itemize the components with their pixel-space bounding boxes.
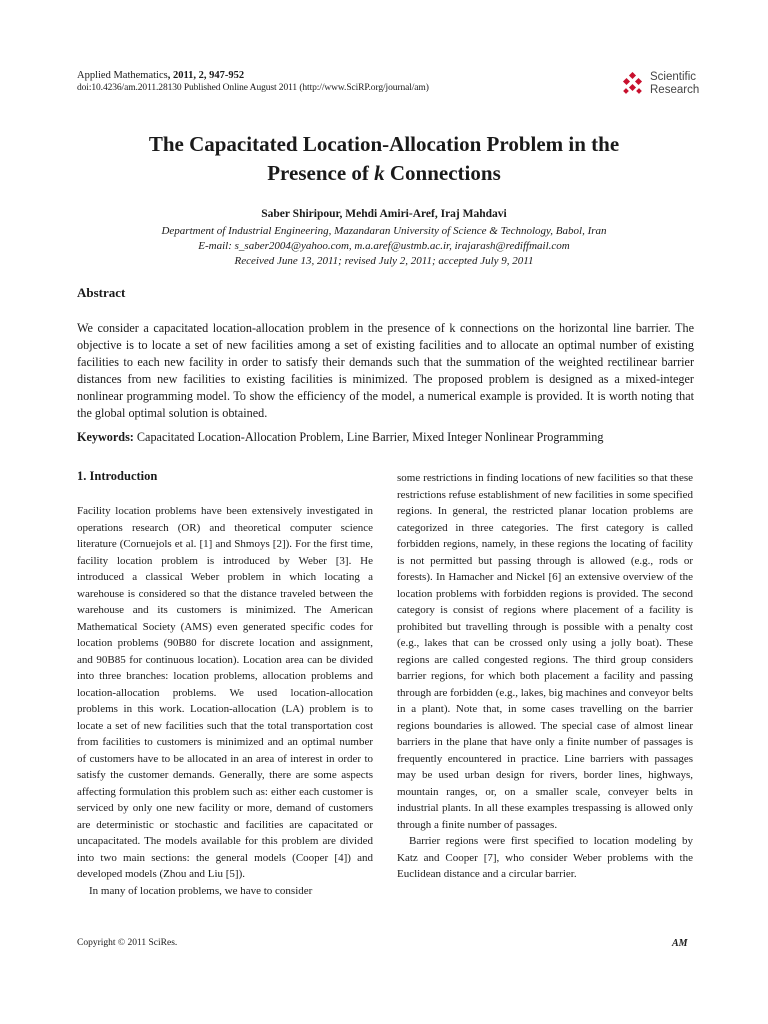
keywords-label: Keywords: <box>77 430 134 444</box>
affiliation-email: E-mail: s_saber2004@yahoo.com, m.a.aref@ustmb.ac.ir, irajarash@rediffmail.com <box>198 240 570 252</box>
scirp-logo-icon <box>620 72 646 98</box>
affiliation-block <box>60 224 708 269</box>
left-column <box>77 503 373 899</box>
intro-paragraph-4: Barrier regions were first specified to location modeling by Katz and Cooper [7], who consider Weber problems with the Euclidean distance and a circular barrier. <box>397 835 693 880</box>
copyright-notice: Copyright © 2011 SciRes. <box>77 938 178 948</box>
journal-citation <box>77 70 244 81</box>
paper-title <box>60 130 708 188</box>
section-heading-introduction: 1. Introduction <box>77 469 158 483</box>
received-dates: Received June 13, 2011; revised July 2, 2011; accepted July 9, 2011 <box>234 255 534 267</box>
publisher-name-line2: Research <box>650 84 700 96</box>
journal-name: Applied Mathematics <box>77 70 168 81</box>
journal-abbreviation: AM <box>672 938 688 949</box>
keywords-text: Capacitated Location-Allocation Problem, Line Barrier, Mixed Integer Nonlinear Programming <box>133 430 604 444</box>
intro-paragraph-1: Facility location problems have been extensively investigated in operations research (OR) and theoretical computer science literature (Cornuejols et al. [1] and Shmoys [2]). For the first time, facility location problem is introduced by Weber [3]. He introduced a classical Weber problem in which locating a warehouse is considered so that the distance traveled between the warehouse and its customers is minimized. The American Mathematical Society (AMS) even generated specific codes for location problems (90B80 for discrete location and assignment, and 90B85 for continuous location). Location area can be divided into three branches: location problems, allocation problems and location-allocation problems. We used location-allocation problems in this work. Location-allocation (LA) problem is to locate a set of new facilities such that the total transportation cost from facilities to customers is minimized and an optimal number of customers have to be allocated in an area of interest in order to satisfy the customer demands. Generally, there are some aspects affecting formulation this problem such as: either each customer is serviced by only one new facility or more, demand of customers are deterministic or stochastic and facilities are capacitated or uncapacitated. The models available for this problem are divided into two main sections: the general models (Cooper [4]) and developed models (Zhou and Liu [5]). <box>77 505 373 880</box>
right-column <box>397 470 693 883</box>
title-line1: The Capacitated Location-Allocation Problem in the <box>148 132 620 156</box>
author-list: Saber Shiripour, Mehdi Amiri-Aref, Iraj Mahdavi <box>261 208 507 220</box>
abstract-body: We consider a capacitated location-allocation problem in the presence of k connections on the horizontal line barrier. The objective is to locate a set of new facilities among a set of existing facilities and to allocate an optimal number of existing facilities to each new facility in order to satisfy their demands such that the summation of the weighted rectilinear barrier distances from new facilities to existing facilities is minimized. The proposed problem is designed as a mixed-integer nonlinear programming model. To show the efficiency of the model, a numerical example is provided. It is worth noting that the global optimal solution is obtained. <box>77 321 694 420</box>
publisher-name-line1: Scientific <box>650 71 697 83</box>
publisher-logo <box>620 70 710 100</box>
journal-volume: , 2011, 2, 947-952 <box>167 70 245 81</box>
affiliation-dept: Department of Industrial Engineering, Mazandaran University of Science & Technology, Babol, Iran <box>161 225 607 237</box>
doi-line: doi:10.4236/am.2011.28130 Published Online August 2011 (http://www.SciRP.org/journal/am) <box>77 83 429 93</box>
title-line2: Presence of k Connections <box>267 161 501 185</box>
intro-paragraph-3: some restrictions in finding locations of new facilities so that these restrictions refuse establishment of new facilities in some specified regions. In general, the restricted planar location problems are categorized in three categories. The first category is called forbidden regions, namely, in these regions the locating of facility is not permitted but passing through is allowed (e.g., rods or forests). In Hamacher and Nickel [6] an extensive overview of the location problems with forbidden regions is provided. The second category is consist of regions where placement of a facility is prohibited but travelling through is possible with a penalty cost (e.g., lakes that can be crossed only using a jolly boat). These regions are called congested regions. The third group considers barrier regions, for which both placement a facility and passing through are forbidden (e.g., lakes, big machines and conveyor belts in a plant). Note that, in some cases travelling on the barrier regions boundaries is allowed. The special case of almost linear barriers in the plane that have only a finite number of passages is frequently encountered in practice. Line barriers with passages may be used urban design for rivers, border lines, highways, mountain ranges, or, on a smaller scale, conveyer belts in industrial plants. In all these examples trespassing is allowed only through a finite number of passages. <box>397 472 693 831</box>
keywords <box>77 430 717 445</box>
intro-paragraph-2: In many of location problems, we have to consider <box>89 884 313 897</box>
abstract-heading: Abstract <box>77 285 126 300</box>
